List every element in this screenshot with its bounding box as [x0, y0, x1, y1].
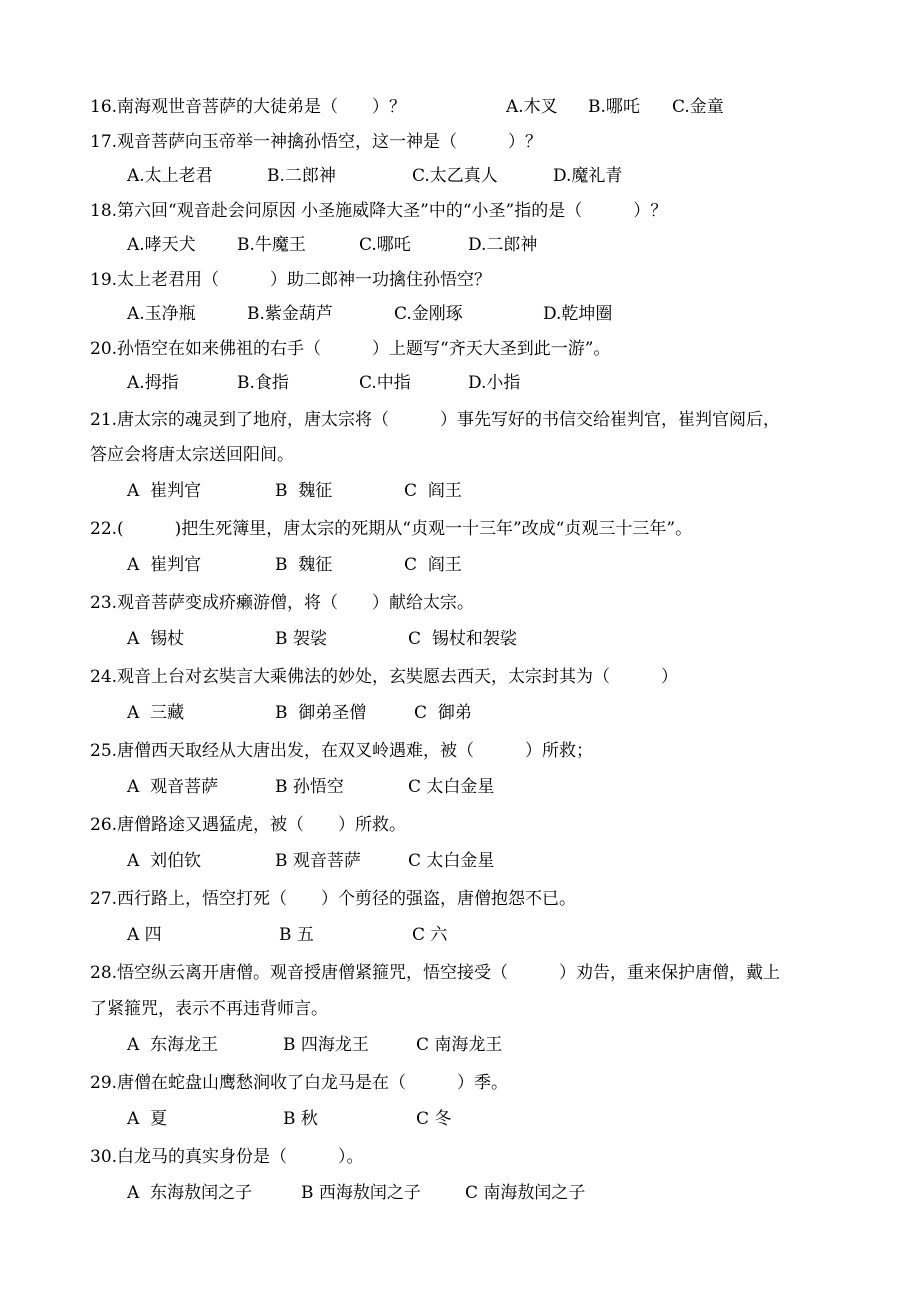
option-25-b: B 孙悟空 [275, 777, 344, 797]
option-23-a: A 锡杖 [127, 629, 185, 649]
question-26: 26.唐僧路途又遇猛虎，被（ ）所救。 [90, 815, 407, 835]
option-22-c: C 阎王 [404, 555, 462, 575]
question-19: 19.太上老君用（ ）助二郎神一功擒住孙悟空？ [90, 270, 492, 290]
option-20-b: B.食指 [237, 373, 289, 393]
option-18-a: A.哮天犬 [127, 235, 196, 255]
option-18-d: D.二郎神 [468, 235, 538, 255]
option-29-c: C 冬 [416, 1109, 452, 1129]
option-23-b: B 袈裟 [275, 629, 327, 649]
question-28: 28.悟空纵云离开唐僧。观音授唐僧紧箍咒，悟空接受（ ）劝告，重来保护唐僧，戴上 [90, 963, 781, 983]
question-24: 24.观音上台对玄奘言大乘佛法的妙处，玄奘愿去西天，太宗封其为（ ） [90, 667, 679, 687]
option-18-b: B.牛魔王 [237, 235, 306, 255]
question-30: 30.白龙马的真实身份是（ ）。 [90, 1147, 364, 1167]
question-18: 18.第六回“观音赴会问原因 小圣施威降大圣”中的“小圣”指的是（ ）？ [90, 201, 668, 221]
option-17-d: D.魔礼青 [553, 166, 623, 186]
option-17-b: B.二郎神 [267, 166, 336, 186]
question-27: 27.西行路上，悟空打死（ ）个剪径的强盗，唐僧抱怨不已。 [90, 889, 577, 909]
option-30-a: A 东海敖闰之子 [127, 1183, 253, 1203]
question-16: 16.南海观世音菩萨的大徒弟是（ ）？ [90, 97, 407, 117]
option-28-c: C 南海龙王 [416, 1035, 503, 1055]
question-29: 29.唐僧在蛇盘山鹰愁涧收了白龙马是在（ ）季。 [90, 1073, 509, 1093]
option-26-a: A 刘伯钦 [127, 851, 202, 871]
option-16-b: B.哪吒 [588, 97, 640, 117]
option-19-c: C.金刚琢 [394, 304, 463, 324]
question-28-cont: 了紧箍咒，表示不再违背师言。 [90, 999, 328, 1019]
option-22-b: B 魏征 [275, 555, 333, 575]
option-24-b: B 御弟圣僧 [275, 703, 367, 723]
option-20-a: A.拇指 [127, 373, 179, 393]
option-30-c: C 南海敖闰之子 [465, 1183, 586, 1203]
option-27-c: C 六 [412, 925, 448, 945]
option-19-d: D.乾坤圈 [543, 304, 613, 324]
question-25: 25.唐僧西天取经从大唐出发，在双叉岭遇难，被（ ）所救； [90, 741, 594, 761]
option-30-b: B 西海敖闰之子 [301, 1183, 421, 1203]
option-21-c: C 阎王 [404, 481, 462, 501]
option-22-a: A 崔判官 [127, 555, 202, 575]
question-20: 20.孙悟空在如来佛祖的右手（ ）上题写“齐天大圣到此一游”。 [90, 339, 611, 359]
question-23: 23.观音菩萨变成疥癞游僧，将（ ）献给太宗。 [90, 593, 475, 613]
option-25-c: C 太白金星 [408, 777, 495, 797]
option-20-c: C.中指 [359, 373, 411, 393]
option-17-c: C.太乙真人 [412, 166, 498, 186]
option-28-b: B 四海龙王 [283, 1035, 369, 1055]
question-21-cont: 答应会将唐太宗送回阳间。 [90, 445, 294, 465]
option-17-a: A.太上老君 [127, 166, 213, 186]
question-21: 21.唐太宗的魂灵到了地府，唐太宗将（ ）事先写好的书信交给崔判官，崔判官阅后， [90, 410, 781, 430]
option-20-d: D.小指 [468, 373, 521, 393]
option-28-a: A 东海龙王 [127, 1035, 219, 1055]
option-26-b: B 观音菩萨 [275, 851, 361, 871]
option-29-a: A 夏 [127, 1109, 168, 1129]
question-22: 22.( )把生死簿里，唐太宗的死期从“贞观一十三年”改成“贞观三十三年”。 [90, 519, 693, 539]
option-27-a: A 四 [127, 925, 162, 945]
option-25-a: A 观音菩萨 [127, 777, 219, 797]
option-24-c: C 御弟 [414, 703, 472, 723]
option-21-a: A 崔判官 [127, 481, 202, 501]
option-24-a: A 三藏 [127, 703, 185, 723]
option-29-b: B 秋 [283, 1109, 318, 1129]
option-16-c: C.金童 [672, 97, 724, 117]
question-17: 17.观音菩萨向玉帝举一神擒孙悟空，这一神是（ ）？ [90, 132, 543, 152]
option-27-b: B 五 [279, 925, 314, 945]
option-23-c: C 锡杖和袈裟 [408, 629, 517, 649]
option-19-a: A.玉净瓶 [127, 304, 196, 324]
option-26-c: C 太白金星 [408, 851, 495, 871]
option-18-c: C.哪吒 [359, 235, 411, 255]
option-19-b: B.紫金葫芦 [247, 304, 333, 324]
option-16-a: A.木叉 [506, 97, 558, 117]
option-21-b: B 魏征 [275, 481, 333, 501]
